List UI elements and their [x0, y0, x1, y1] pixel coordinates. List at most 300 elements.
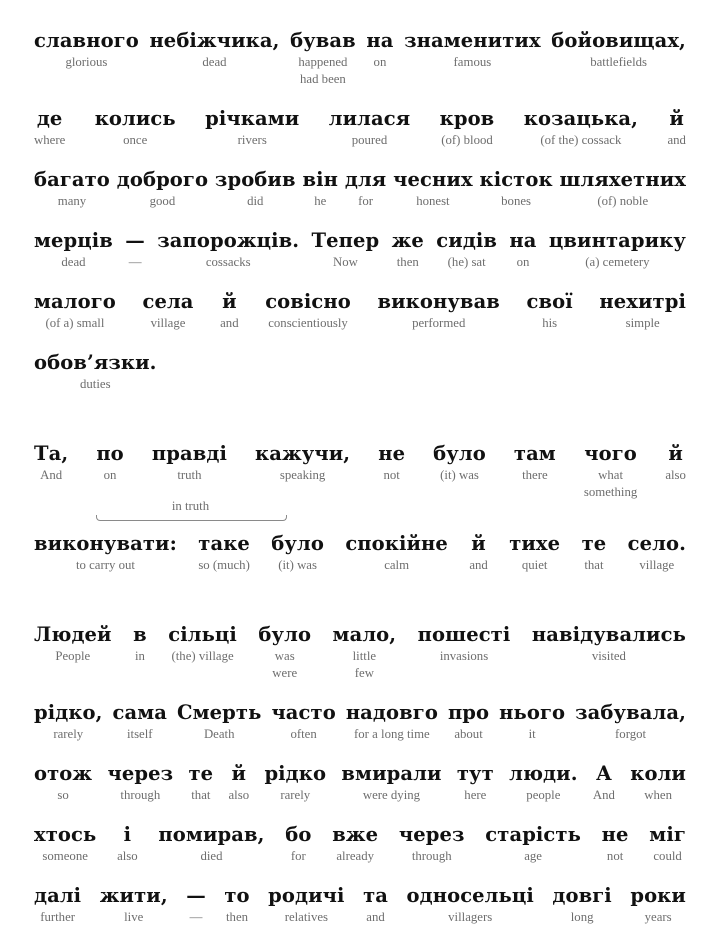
- gloss-word: on: [103, 468, 117, 482]
- gloss-word: rarely: [280, 788, 311, 802]
- source-word: помирав,: [158, 823, 265, 846]
- gloss-word: there: [522, 468, 548, 482]
- source-word: й: [668, 442, 683, 465]
- source-word: бував: [290, 29, 356, 52]
- source-word: чого: [584, 442, 637, 465]
- source-word: довгі: [552, 884, 612, 907]
- gloss-word: glorious: [65, 55, 108, 69]
- gloss-word: through: [120, 788, 161, 802]
- source-word: рідко,: [34, 701, 103, 724]
- gloss-word: already: [336, 849, 374, 863]
- line-spacer: [34, 271, 686, 289]
- interlinear-line: [34, 106, 686, 149]
- interlinear-word: [302, 167, 338, 210]
- gloss-word: famous: [453, 55, 492, 69]
- interlinear-word: [378, 441, 405, 484]
- source-word: Смерть: [177, 701, 262, 724]
- gloss-word-alternate: something: [583, 485, 638, 499]
- line-spacer: [34, 804, 686, 822]
- source-word: люди.: [509, 762, 578, 785]
- gloss-word-alternate: few: [354, 666, 374, 680]
- interlinear-word: [265, 289, 351, 332]
- gloss-word: simple: [625, 316, 660, 330]
- gloss-word: relatives: [284, 910, 329, 924]
- source-word: свої: [526, 290, 573, 313]
- line-spacer: [34, 521, 686, 531]
- gloss-word: conscientiously: [268, 316, 348, 330]
- gloss-word: (it) was: [278, 558, 317, 572]
- gloss-word: —: [128, 255, 142, 269]
- source-word: обов’язки.: [34, 351, 157, 374]
- source-word: навідувались: [531, 623, 686, 646]
- source-word: небіжчика,: [149, 29, 280, 52]
- gloss-word: bones: [501, 194, 532, 208]
- interlinear-word: [142, 289, 193, 332]
- interlinear-word: [667, 106, 685, 149]
- interlinear-word: [229, 761, 250, 804]
- interlinear-word: [215, 167, 296, 210]
- gloss-word: (of) noble: [597, 194, 649, 208]
- source-word: зробив: [214, 168, 296, 191]
- interlinear-word: [392, 228, 424, 271]
- source-word: та: [363, 884, 388, 907]
- interlinear-line: [34, 700, 686, 743]
- merged-gloss-brace-row: [34, 501, 686, 521]
- interlinear-word: [628, 531, 686, 574]
- source-word: те: [188, 762, 214, 785]
- interlinear-word: [117, 167, 208, 210]
- line-spacer: [34, 682, 686, 700]
- interlinear-word: [532, 622, 686, 665]
- gloss-word: —: [189, 910, 203, 924]
- interlinear-word: [345, 531, 448, 574]
- interlinear-word: [177, 700, 261, 743]
- gloss-word: then: [225, 910, 249, 924]
- interlinear-word: [440, 106, 495, 149]
- source-word: сама: [112, 701, 168, 724]
- interlinear-word: [34, 883, 81, 926]
- interlinear-content: [34, 28, 686, 926]
- source-word: не: [601, 823, 629, 846]
- interlinear-word: [457, 761, 494, 804]
- interlinear-word: [34, 167, 110, 210]
- interlinear-word: [582, 531, 607, 574]
- source-word: —: [186, 884, 206, 907]
- gloss-word: what: [598, 468, 624, 482]
- source-word: про: [447, 701, 490, 724]
- interlinear-word: [34, 531, 177, 574]
- gloss-word: on: [516, 255, 530, 269]
- interlinear-word: [220, 289, 238, 332]
- gloss-word: live: [124, 910, 144, 924]
- source-word: те: [581, 532, 607, 555]
- interlinear-word: [290, 28, 356, 88]
- interlinear-word: [485, 822, 581, 865]
- interlinear-word: [560, 167, 687, 210]
- source-word: не: [378, 442, 406, 465]
- interlinear-word: [499, 700, 565, 743]
- interlinear-word: [205, 106, 299, 149]
- gloss-word: dead: [202, 55, 227, 69]
- interlinear-word: [158, 822, 264, 865]
- gloss-word: age: [524, 849, 542, 863]
- interlinear-word: [198, 531, 250, 574]
- source-word: —: [125, 229, 145, 252]
- interlinear-word: [509, 531, 560, 574]
- source-word: там: [513, 442, 556, 465]
- gloss-word: and: [469, 558, 488, 572]
- source-word: колись: [94, 107, 176, 130]
- source-word: отож: [34, 762, 93, 785]
- interlinear-line: [34, 228, 686, 271]
- source-word: по: [96, 442, 124, 465]
- interlinear-word: [34, 28, 139, 71]
- gloss-word: about: [454, 727, 483, 741]
- interlinear-word: [34, 441, 68, 484]
- source-word: через: [107, 762, 174, 785]
- gloss-word: could: [653, 849, 682, 863]
- interlinear-word: [514, 441, 556, 484]
- gloss-word-alternate: had been: [300, 72, 346, 86]
- gloss-word: battlefields: [590, 55, 648, 69]
- gloss-word: quiet: [521, 558, 548, 572]
- interlinear-word: [95, 106, 176, 149]
- source-word: мало,: [332, 623, 397, 646]
- gloss-word: for a long time: [354, 727, 430, 741]
- interlinear-word: [551, 28, 686, 71]
- interlinear-word: [34, 289, 116, 332]
- gloss-word: (the) village: [171, 649, 234, 663]
- interlinear-word: [168, 622, 237, 665]
- source-word: вже: [332, 823, 379, 846]
- gloss-word: were dying: [362, 788, 421, 802]
- source-word: цвинтарику: [548, 229, 686, 252]
- interlinear-word: [602, 822, 629, 865]
- source-word: сидів: [436, 229, 498, 252]
- gloss-word: villagers: [448, 910, 493, 924]
- source-word: жити,: [99, 884, 168, 907]
- interlinear-word: [125, 228, 145, 271]
- source-word: на: [366, 29, 394, 52]
- source-word: в: [133, 623, 147, 646]
- paragraph-spacer: [34, 393, 686, 441]
- gloss-word: (it) was: [440, 468, 479, 482]
- interlinear-line: [34, 622, 686, 682]
- source-word: совісно: [265, 290, 351, 313]
- interlinear-word: [34, 822, 96, 865]
- gloss-word: when: [644, 788, 672, 802]
- gloss-word: good: [149, 194, 176, 208]
- source-word: й: [222, 290, 237, 313]
- gloss-word: that: [584, 558, 604, 572]
- gloss-word: for: [358, 194, 374, 208]
- line-spacer: [34, 332, 686, 350]
- interlinear-word: [549, 228, 686, 271]
- interlinear-word: [630, 883, 686, 926]
- source-word: правді: [151, 442, 227, 465]
- interlinear-word: [418, 622, 511, 665]
- paragraph: [34, 622, 686, 926]
- interlinear-word: [593, 761, 615, 804]
- source-word: рідко: [264, 762, 327, 785]
- gloss-word: visited: [591, 649, 626, 663]
- gloss-word: People: [55, 649, 91, 663]
- source-word: надовго: [345, 701, 438, 724]
- interlinear-word: [34, 350, 157, 393]
- gloss-word: people: [526, 788, 561, 802]
- source-word: річками: [205, 107, 300, 130]
- interlinear-word: [224, 883, 249, 926]
- interlinear-word: [312, 228, 380, 271]
- source-word: доброго: [116, 168, 209, 191]
- source-word: і: [123, 823, 132, 846]
- source-word: села: [142, 290, 194, 313]
- interlinear-line: [34, 28, 686, 88]
- interlinear-word: [346, 700, 438, 743]
- interlinear-word: [258, 622, 311, 682]
- interlinear-word: [345, 167, 386, 210]
- source-word: нього: [499, 701, 566, 724]
- gloss-word: often: [290, 727, 317, 741]
- gloss-word: many: [57, 194, 87, 208]
- gloss-word: duties: [79, 377, 111, 391]
- interlinear-line: [34, 350, 686, 393]
- gloss-word: not: [383, 468, 400, 482]
- interlinear-word: [341, 761, 441, 804]
- source-word: на: [509, 229, 537, 252]
- source-word: славного: [34, 29, 139, 52]
- gloss-word: also: [228, 788, 250, 802]
- interlinear-word: [436, 228, 497, 271]
- source-word: було: [258, 623, 312, 646]
- interlinear-line: [34, 441, 686, 501]
- interlinear-line: [34, 531, 686, 574]
- source-word: кісток: [479, 168, 553, 191]
- gloss-word: where: [34, 133, 66, 147]
- gloss-word: truth: [177, 468, 202, 482]
- interlinear-word: [433, 441, 486, 484]
- gloss-word: poured: [351, 133, 388, 147]
- interlinear-word: [329, 106, 410, 149]
- source-word: забувала,: [575, 701, 686, 724]
- source-word: чесних: [393, 168, 473, 191]
- source-word: вмирали: [341, 762, 442, 785]
- source-word: було: [271, 532, 324, 555]
- source-word: нехитрі: [599, 290, 686, 313]
- gloss-word: died: [200, 849, 223, 863]
- gloss-word: then: [396, 255, 419, 269]
- source-word: тихе: [509, 532, 561, 555]
- interlinear-word: [133, 622, 147, 665]
- gloss-word: (of) blood: [441, 133, 493, 147]
- gloss-word: so: [57, 788, 69, 802]
- gloss-word: Now: [332, 255, 358, 269]
- interlinear-word: [469, 531, 487, 574]
- interlinear-word: [271, 531, 324, 574]
- interlinear-word: [575, 700, 686, 743]
- gloss-word: (he) sat: [447, 255, 486, 269]
- interlinear-word: [113, 700, 167, 743]
- interlinear-line: [34, 883, 686, 926]
- interlinear-word: [524, 106, 638, 149]
- source-word: козацька,: [523, 107, 638, 130]
- paragraph: [34, 28, 686, 393]
- line-spacer: [34, 149, 686, 167]
- source-word: виконувати:: [34, 532, 177, 555]
- gloss-word: further: [40, 910, 76, 924]
- gloss-word: long: [570, 910, 594, 924]
- source-word: бо: [285, 823, 312, 846]
- gloss-word: (a) cemetery: [585, 255, 650, 269]
- interlinear-word: [34, 700, 103, 743]
- interlinear-word: [333, 622, 397, 682]
- gloss-word: that: [191, 788, 211, 802]
- interlinear-line: [34, 167, 686, 210]
- gloss-word: speaking: [279, 468, 326, 482]
- source-word: знаменитих: [404, 29, 541, 52]
- gloss-word: years: [644, 910, 672, 924]
- gloss-word: it: [528, 727, 536, 741]
- interlinear-word: [377, 289, 500, 332]
- gloss-word: honest: [416, 194, 450, 208]
- gloss-word: on: [373, 55, 387, 69]
- source-word: шляхетних: [559, 168, 686, 191]
- interlinear-word: [552, 883, 611, 926]
- gloss-word: (of the) cossack: [540, 133, 622, 147]
- source-word: мерців: [34, 229, 113, 252]
- merged-gloss-label: in truth: [171, 499, 210, 513]
- gloss-word: through: [411, 849, 452, 863]
- source-word: пошесті: [417, 623, 511, 646]
- interlinear-word: [480, 167, 553, 210]
- source-word: далі: [34, 884, 82, 907]
- gloss-word: and: [366, 910, 385, 924]
- gloss-word-alternate: were: [272, 666, 298, 680]
- interlinear-word: [100, 883, 168, 926]
- source-word: й: [471, 532, 486, 555]
- interlinear-word: [117, 822, 138, 865]
- source-word: запорожців.: [157, 229, 300, 252]
- source-word: коли: [630, 762, 686, 785]
- gloss-word: calm: [384, 558, 410, 572]
- interlinear-word: [404, 28, 541, 71]
- merged-gloss-brace: [96, 515, 287, 521]
- paragraph-spacer: [34, 574, 686, 622]
- gloss-word: once: [123, 133, 148, 147]
- gloss-word: And: [40, 468, 63, 482]
- gloss-word: little: [352, 649, 377, 663]
- gloss-word: itself: [126, 727, 153, 741]
- interlinear-word: [509, 228, 536, 271]
- line-spacer: [34, 743, 686, 761]
- interlinear-word: [630, 761, 686, 804]
- source-word: спокійне: [345, 532, 448, 555]
- gloss-word: and: [220, 316, 239, 330]
- interlinear-word: [448, 700, 489, 743]
- interlinear-word: [399, 822, 465, 865]
- interlinear-word: [264, 761, 326, 804]
- gloss-word: here: [464, 788, 487, 802]
- interlinear-word: [407, 883, 534, 926]
- line-spacer: [34, 865, 686, 883]
- gloss-word: for: [290, 849, 306, 863]
- source-word: кажучи,: [255, 442, 351, 465]
- interlinear-word: [271, 700, 335, 743]
- interlinear-word: [599, 289, 686, 332]
- source-word: бойовищах,: [551, 29, 686, 52]
- interlinear-word: [34, 106, 65, 149]
- interlinear-word: [268, 883, 344, 926]
- source-word: Тепер: [311, 229, 380, 252]
- interlinear-word: [285, 822, 311, 865]
- source-word: кров: [439, 107, 495, 130]
- source-word: тут: [456, 762, 494, 785]
- interlinear-word: [188, 761, 213, 804]
- interlinear-word: [363, 883, 388, 926]
- source-word: родичі: [268, 884, 345, 907]
- source-word: село.: [627, 532, 686, 555]
- gloss-word: he: [314, 194, 327, 208]
- source-word: то: [224, 884, 250, 907]
- interlinear-word: [34, 228, 113, 271]
- gloss-word: (of a) small: [45, 316, 105, 330]
- source-word: через: [398, 823, 465, 846]
- gloss-word: also: [117, 849, 138, 863]
- source-word: малого: [34, 290, 116, 313]
- gloss-word: village: [639, 558, 675, 572]
- line-spacer: [34, 210, 686, 228]
- gloss-word: in: [134, 649, 145, 663]
- gloss-word: happened: [298, 55, 348, 69]
- interlinear-word: [584, 441, 637, 501]
- gloss-word: And: [592, 788, 615, 802]
- source-word: старість: [485, 823, 581, 846]
- gloss-word: not: [606, 849, 624, 863]
- gloss-word: performed: [412, 316, 466, 330]
- source-word: й: [231, 762, 247, 785]
- gloss-word: and: [667, 133, 686, 147]
- source-word: сільці: [168, 623, 237, 646]
- source-word: же: [391, 229, 424, 252]
- gloss-word: was: [274, 649, 295, 663]
- line-spacer: [34, 88, 686, 106]
- gloss-word: village: [150, 316, 186, 330]
- interlinear-line: [34, 761, 686, 804]
- source-word: міг: [649, 823, 686, 846]
- interlinear-word: [665, 441, 686, 484]
- interlinear-word: [186, 883, 206, 926]
- interlinear-word: [509, 761, 578, 804]
- gloss-word: also: [665, 468, 686, 482]
- gloss-word: so (much): [198, 558, 250, 572]
- interlinear-word: [527, 289, 573, 332]
- source-word: часто: [271, 701, 336, 724]
- interlinear-word: [157, 228, 299, 271]
- source-word: де: [36, 107, 63, 130]
- source-word: роки: [630, 884, 686, 907]
- source-word: односельці: [406, 884, 534, 907]
- source-word: для: [344, 168, 387, 191]
- paragraph: [34, 441, 686, 574]
- gloss-word: Death: [203, 727, 235, 741]
- interlinear-word: [34, 761, 92, 804]
- interlinear-word: [152, 441, 227, 484]
- source-word: лилася: [328, 107, 411, 130]
- gloss-word: forgot: [615, 727, 647, 741]
- interlinear-word: [393, 167, 473, 210]
- gloss-word: rarely: [53, 727, 84, 741]
- gloss-word: rivers: [237, 133, 267, 147]
